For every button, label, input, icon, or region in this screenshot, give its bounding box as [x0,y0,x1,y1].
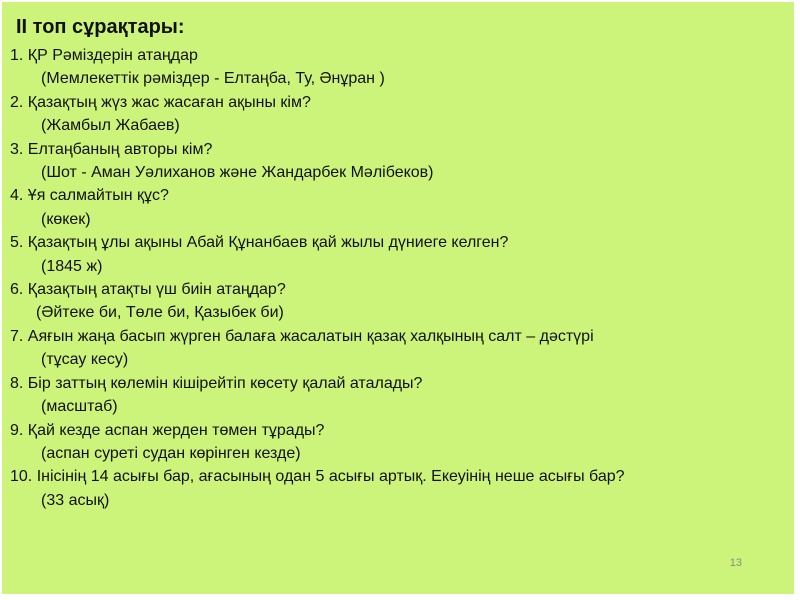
answer-4: (көкек) [41,210,91,228]
answer-9: (аспан суреті судан көрінген кезде) [41,444,301,462]
question-9: 9. Қай кезде аспан жерден төмен тұрады? [10,421,325,439]
question-1: 1. ҚР Рәміздерін атаңдар [10,47,198,64]
question-2: 2. Қазақтың жүз жас жасаған ақыны кім? [10,93,311,111]
question-6: 6. Қазақтың атақты үш биін атаңдар? [10,281,286,299]
answer-5: (1845 ж) [41,257,103,275]
question-4: 4. Ұя салмайтын құс? [10,187,169,205]
answer-1: (Мемлекеттік рәміздер - Елтаңба, Ту, Әнұран ) [41,70,385,88]
question-8: 8. Бір заттың көлемін кішірейтіп көсету қалай аталады? [10,374,423,392]
answer-7: (тұсау кесу) [41,351,129,369]
question-10: 10. Інісінің 14 асығы бар, ағасының одан 5 асығы артық. Екеуінің неше асығы бар? [10,468,625,486]
answer-3: (Шот - Аман Уәлиханов және Жандарбек Мәлібеков) [41,164,434,182]
question-3: 3. Елтаңбаның авторы кім? [10,140,213,158]
answer-2: (Жамбыл Жабаев) [41,117,180,135]
answer-6: (Әйтеке би, Төле би, Қазыбек би) [36,304,284,322]
answer-10: (33 асық) [41,491,110,509]
answer-8: (масштаб) [41,398,118,416]
question-7: 7. Аяғын жаңа басып жүрген балаға жасалатын қазақ халқының салт – дәстүрі [10,327,594,345]
slide-title: II топ сұрақтары: [16,16,185,38]
slide-content [10,14,790,512]
page-number: 13 [729,557,742,569]
question-5: 5. Қазақтың ұлы ақыны Абай Құнанбаев қай жылы дүниеге келген? [10,234,509,252]
